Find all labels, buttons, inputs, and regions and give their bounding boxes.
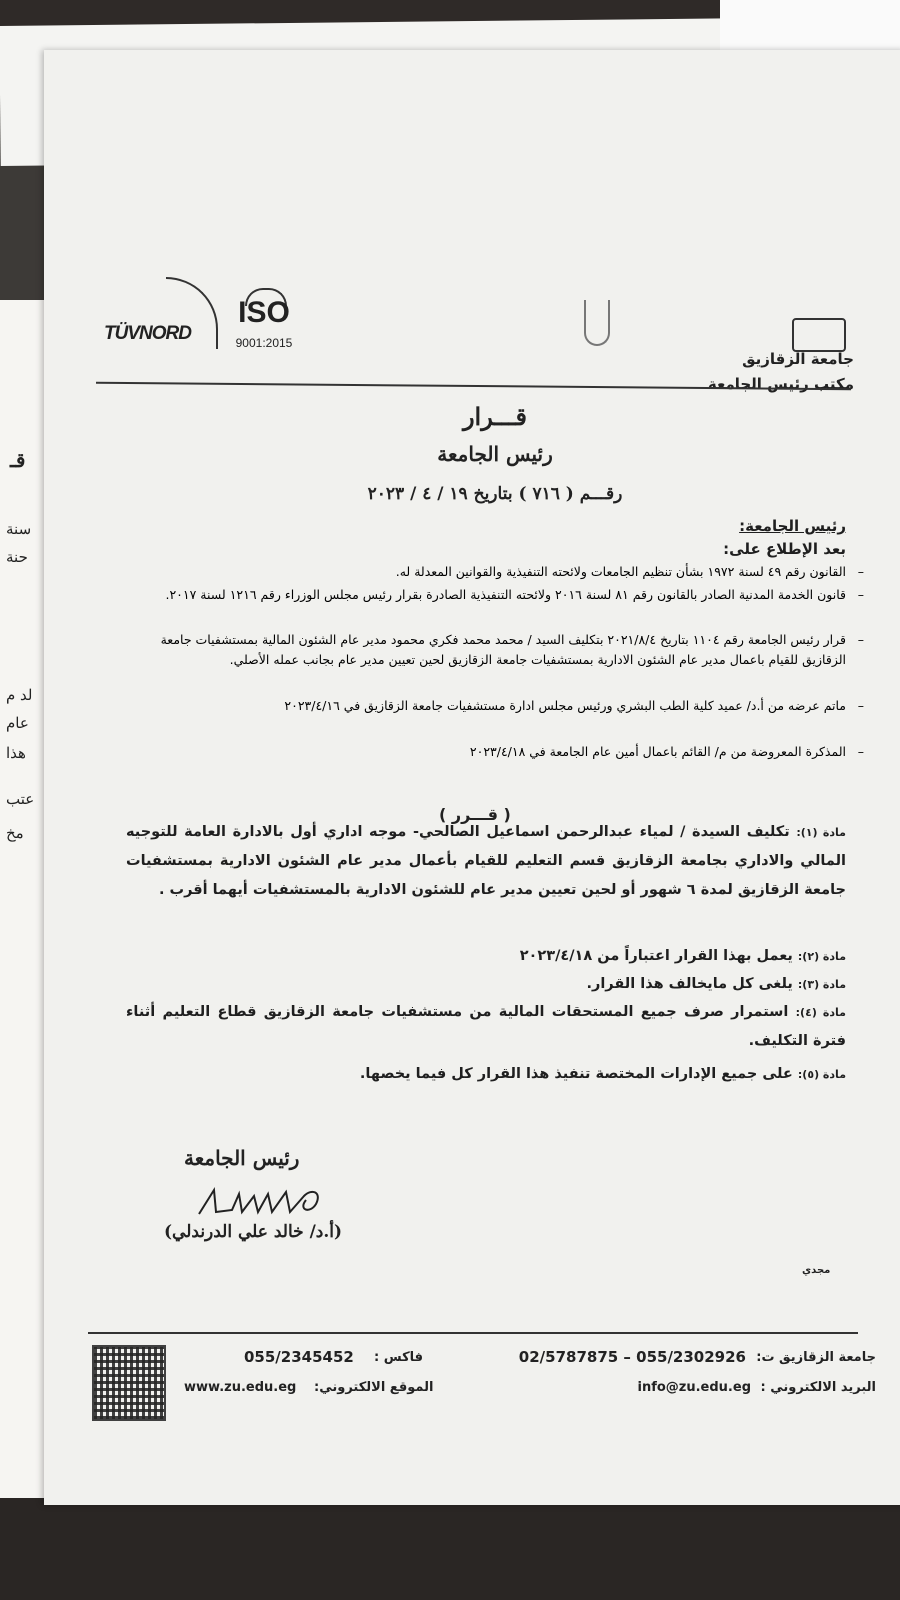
footer-fax: 055/2345452: [244, 1348, 354, 1366]
footer-email[interactable]: info@zu.edu.eg: [637, 1380, 751, 1395]
preamble-item: – ماتم عرضه من أ.د/ عميد كلية الطب البشري ورئيس مجلس ادارة مستشفيات جامعة الزقازيق في ٢٠٢٣/٤/١٦: [284, 698, 864, 713]
review-label: بعد الإطلاع على:: [723, 540, 846, 558]
underlying-text-fragment: عام: [6, 714, 29, 732]
preamble-item: – قانون الخدمة المدنية الصادر بالقانون رقم ٨١ لسنة ٢٠١٦ ولائحته التنفيذية الصادرة بقرار رئيس مجلس الوزراء رقم ١٢١٦ لسنة ٢٠١٧.: [165, 587, 864, 602]
underlying-text-fragment: هذا: [6, 744, 26, 762]
decision-heading: ( قـــرر ): [439, 805, 511, 824]
signature-title: رئيس الجامعة: [184, 1146, 300, 1170]
underlying-text-fragment: حنة: [6, 548, 28, 566]
underlying-text-fragment: سنة: [6, 520, 32, 538]
underlying-text-fragment: مخ: [6, 824, 24, 842]
footer-website[interactable]: www.zu.edu.eg: [184, 1380, 297, 1395]
handwritten-signature: [194, 1182, 344, 1222]
underlying-text-fragment: لد م: [6, 686, 33, 704]
footer-divider: [88, 1332, 858, 1334]
iso-logo-text: ISO: [238, 296, 290, 329]
article-3: مادة (٣): يلغى كل مايخالف هذا القرار.: [586, 976, 846, 992]
office-name: مكتب رئيس الجامعة: [707, 375, 854, 393]
university-name: جامعة الزقازيق: [742, 350, 854, 368]
signatory-name: (أ.د/ خالد علي الدرندلي): [164, 1222, 343, 1242]
iso-standard: 9001:2015: [235, 336, 293, 350]
qr-code-icon: [92, 1345, 166, 1421]
background-desk-bottom: [0, 1498, 900, 1600]
preamble-item: – القانون رقم ٤٩ لسنة ١٩٧٢ بشأن تنظيم الجامعات ولائحته التنفيذية والقوانين المعدلة له.: [395, 564, 864, 579]
tuv-nord-logo: [104, 275, 224, 355]
underlying-text-fragment: قـ: [10, 448, 26, 472]
footer-website-label: الموقع الالكتروني:: [314, 1380, 434, 1395]
iso-logo: [219, 288, 309, 368]
tuv-logo-text: TÜVNORD: [104, 323, 191, 344]
president-title: رئيس الجامعة: [437, 442, 553, 466]
university-emblem-icon: [792, 318, 846, 352]
preamble-item: – المذكرة المعروضة من م/ القائم باعمال أمين عام الجامعة في ٢٠٢٣/٤/١٨: [469, 744, 864, 759]
footer-email-label: البريد الالكتروني :: [760, 1380, 876, 1395]
footer-phone: 02/5787875 – 055/2302926: [518, 1348, 746, 1366]
article-1: مادة (١): تكليف السيدة / لمياء عبدالرحمن اسماعيل الصالحي- موجه اداري أول بالادارة العامة للتوجيه المالي والاداري بجامعة الزقازيق قسم التعليم للقيام بأعمال مدير عام الشئون الادارية بمستشفيات جامعة الزقازيق لمدة ٦ شهور أو لحين تعيين مدير عام للشئون الادارية بالمستشفيات أيهما أقرب .: [126, 824, 846, 898]
footer-phone-label: جامعة الزقازيق ت:: [756, 1350, 876, 1365]
footer-fax-label: فاكس :: [374, 1350, 424, 1365]
article-5: مادة (٥): على جميع الإدارات المختصة تنفيذ هذا القرار كل فيما يخصها.: [359, 1066, 846, 1082]
president-label: رئيس الجامعة:: [739, 517, 846, 535]
decision-number-date: رقـــم ( ٧١٦ ) بتاريخ ١٩ / ٤ / ٢٠٢٣: [367, 484, 623, 504]
paper-clip-icon: [584, 300, 610, 346]
typist-initials: مجدي: [802, 1265, 831, 1276]
article-4: مادة (٤): استمرار صرف جميع المستحقات المالية من مستشفيات جامعة الزقازيق قطاع التعليم أثناء فترة التكليف.: [126, 1004, 846, 1049]
decision-title: قـــرار: [462, 402, 528, 431]
article-2: مادة (٢): يعمل بهذا القرار اعتباراً من ٢٠٢٣/٤/١٨: [519, 948, 846, 964]
underlying-text-fragment: عتب: [6, 790, 35, 808]
decision-document: [44, 50, 900, 1505]
preamble-item: – قرار رئيس الجامعة رقم ١١٠٤ بتاريخ ٢٠٢١/٨/٤ بتكليف السيد / محمد محمد فكري محمود مدير عام الشئون المالية بمستشفيات جامعة الزقازيق للقيام باعمال مدير عام الشئون الادارية بمستشفيات جامعة الزقازيق لحين تعيين مدير عام بجانب عمله الأصلي.: [160, 632, 864, 667]
